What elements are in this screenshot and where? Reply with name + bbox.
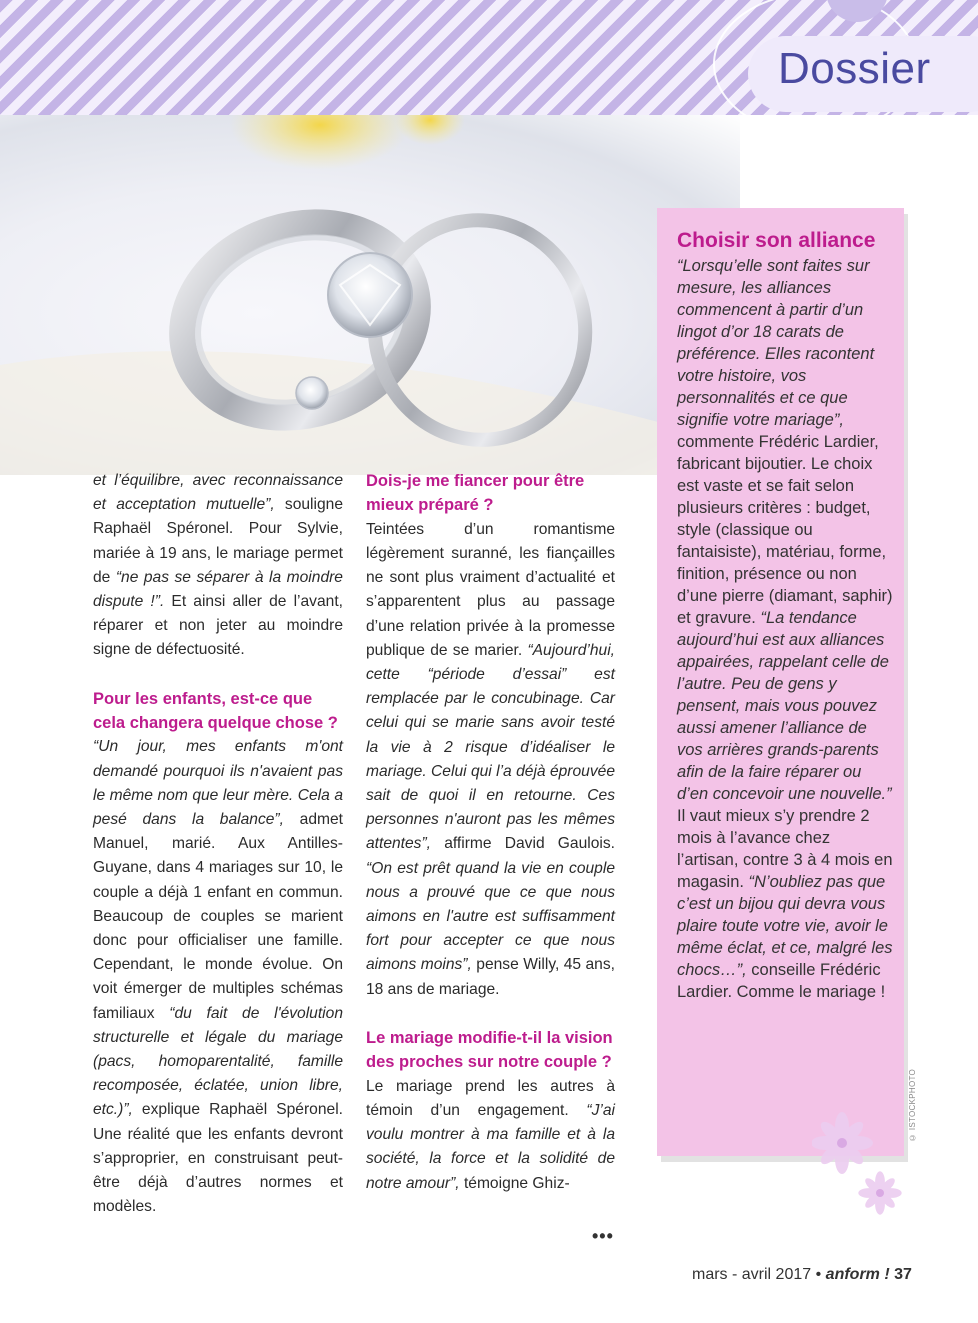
section-heading: Dois-je me fiancer pour être mieux préparé ?: [366, 472, 585, 515]
diamond-icon: [296, 377, 328, 409]
body-text: affirme David Gaulois.: [431, 835, 615, 853]
sidebar-content: [677, 228, 895, 1003]
quote: “du fait de l'évolution structurelle et légale du mariage (pacs, homoparentalité, famille recomposée, éclatée, union libre, etc.)”,: [93, 1004, 343, 1119]
article-column-1: [93, 469, 343, 1220]
quote: “J’ai voulu montrer à ma famille et à la société, la force et la solidité de notre amour”,: [366, 1101, 615, 1192]
paragraph: [93, 735, 343, 1219]
quote: “ne pas se séparer à la moindre dispute !”.: [93, 568, 343, 611]
flower-blur: [230, 115, 410, 170]
section-title: Dossier: [778, 44, 931, 93]
body-text: pense Willy, 45 ans, 18 ans de mariage.: [366, 956, 615, 998]
page-footer: [692, 1266, 912, 1284]
body-text: explique Raphaël Spéronel. Une réalité que les enfants devront s’approprier, en construisant peut-être déjà d’autres normes et modèles.: [93, 1101, 343, 1216]
section-heading: Le mariage modifie-t-il la vision des proches sur notre couple ?: [366, 1028, 613, 1072]
quote: “N’oubliez pas que c’est un bijou qui devra vous plaire toute votre vie, avoir le même éclat, et ce, malgré les chocs…”,: [677, 873, 893, 979]
quote: “Lorsqu’elle sont faites sur mesure, les alliances commencent à partir d’un lingot d’or 18 carats de préférence. Elles racontent votre histoire, vos personnalités et ce que signifie votre mariage”,: [677, 257, 875, 429]
page-number: 37: [894, 1266, 912, 1283]
sidebar-title: Choisir son alliance: [677, 229, 876, 252]
quote: “Aujourd’hui, cette “période d’essai” est remplacée par le concubinage. Car celui qui se marie sans avoir testé la vie à 2 risque d’idéaliser le mariage. Celui qui l’a déjà éprouvée sait de quoi il en retourne. Ces personnes n'auront pas les mêmes attentes”,: [366, 641, 615, 853]
body-text: Il vaut mieux s’y prendre 2 mois à l’avance chez l’artisan, contre 3 à 4 mois en magasin.: [677, 807, 893, 891]
paragraph: [366, 1075, 615, 1196]
continued-marker: •••: [592, 1226, 614, 1246]
body-text: souligne Raphaël Spéronel. Pour Sylvie, mariée à 19 ans, le mariage permet de: [93, 496, 343, 586]
section-heading: Pour les enfants, est-ce que cela changera quelque chose ?: [93, 689, 338, 733]
article-column-2: [366, 469, 615, 1196]
body-text: commente Frédéric Lardier, fabricant bijoutier. Le choix est vaste et se fait selon plusieurs critères : budget, style (classique ou fantaisiste), matériau, forme, finition, présence ou non d’une pierre (diamant, saphir) et gravure.: [677, 433, 893, 627]
body-text: Teintées d’un romantisme légèrement suranné, les fiançailles ne sont plus vraiment d’actualité et s’apparentent plus au passage d’une relation privée à la promesse publique de se marier.: [366, 520, 615, 659]
sidebar-box: [657, 208, 904, 1156]
wedding-rings-icon: [0, 115, 740, 475]
wedding-rings-photo: [0, 115, 740, 475]
body-text: admet Manuel, marié. Aux Antilles-Guyane, dans 4 mariages sur 10, le couple a déjà 1 enfant en commun. Beaucoup de couples se marient donc pour officialiser une famille. Cependant, le monde évolue. On voit émerger de multiples schémas familiaux: [93, 811, 343, 1022]
body-text: Et ainsi aller de l’avant, réparer et non jeter au moindre signe de défectuosité.: [93, 593, 343, 659]
magazine-name: anform !: [825, 1266, 890, 1283]
quote: “La tendance aujourd’hui est aux alliances appairées, rappelant celle de l’autre. Peu de gens y pensent, mais vous pouvez aussi amener l’alliance de vos arrières grands-parents afin de la faire réparer ou d’en concevoir une nouvelle.”: [677, 609, 892, 803]
footer-bullet: •: [815, 1266, 822, 1283]
body-text: conseille Frédéric Lardier. Comme le mariage !: [677, 961, 886, 1001]
quote: “Un jour, mes enfants m'ont demandé pourquoi ils n'avaient pas le même nom que leur mère. Cela a pesé dans la balance”,: [93, 738, 343, 829]
photo-credit: © ISTOCKPHOTO: [908, 1068, 917, 1142]
sidebar-paragraph: [677, 255, 895, 1003]
paragraph: [93, 469, 343, 663]
body-text: témoigne Ghiz-: [459, 1174, 570, 1192]
issue-date: mars - avril 2017: [692, 1266, 812, 1283]
paragraph: [366, 518, 615, 1002]
flower-decoration-icon: [812, 1098, 907, 1218]
body-text: Le mariage prend les autres à témoin d’un engagement.: [366, 1077, 615, 1119]
quote: et l’équilibre, avec reconnaissance et acceptation mutuelle”,: [93, 472, 343, 514]
quote: “On est prêt quand la vie en couple nous a prouvé que ce que nous aimons en l'autre est suffisamment fort pour accepter ce que nous aimons moins”,: [366, 859, 615, 974]
flower-blur: [395, 115, 465, 145]
